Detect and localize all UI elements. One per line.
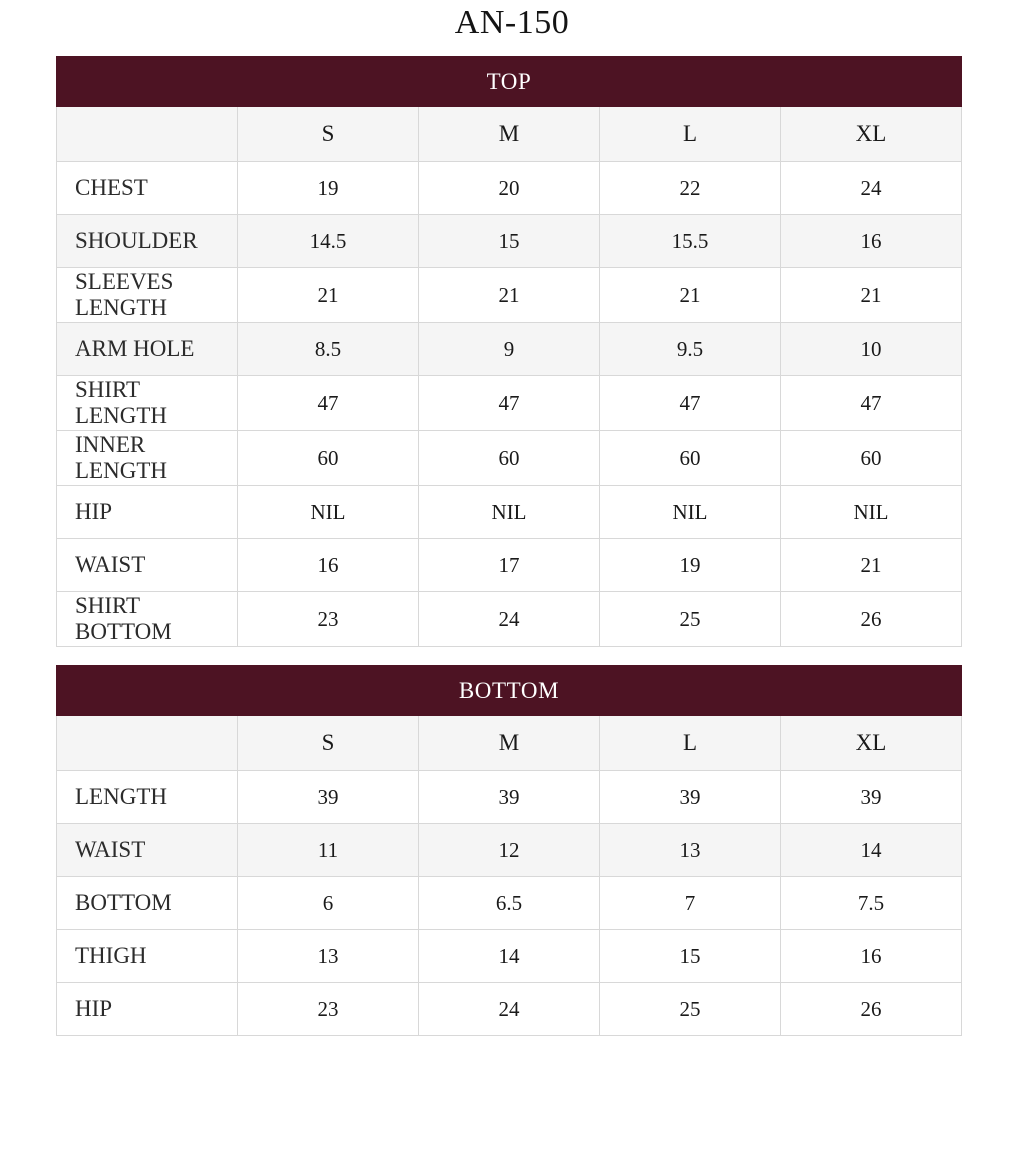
table-row xyxy=(57,539,962,592)
row-value-m: 17 xyxy=(419,539,600,592)
table-header-row xyxy=(57,107,962,162)
table-row xyxy=(57,162,962,215)
row-value-xl: 60 xyxy=(781,431,962,486)
row-label: SHIRT BOTTOM xyxy=(57,592,238,647)
row-value-l: 13 xyxy=(600,824,781,877)
table-spacer xyxy=(56,647,968,665)
row-value-m: 60 xyxy=(419,431,600,486)
row-label: HIP xyxy=(57,486,238,539)
size-table-top xyxy=(56,56,962,647)
row-value-s: 14.5 xyxy=(238,215,419,268)
row-value-l: 47 xyxy=(600,376,781,431)
row-value-s: 23 xyxy=(238,983,419,1036)
row-label: CHEST xyxy=(57,162,238,215)
row-value-xl: 10 xyxy=(781,323,962,376)
row-value-s: 60 xyxy=(238,431,419,486)
row-value-xl: 16 xyxy=(781,930,962,983)
table-banner-row xyxy=(57,57,962,107)
table-row xyxy=(57,983,962,1036)
row-value-s: 21 xyxy=(238,268,419,323)
row-value-s: 19 xyxy=(238,162,419,215)
row-value-s: 39 xyxy=(238,771,419,824)
table-row xyxy=(57,824,962,877)
row-label: ARM HOLE xyxy=(57,323,238,376)
header-cell-l: L xyxy=(600,107,781,162)
row-label: SHOULDER xyxy=(57,215,238,268)
header-cell-blank xyxy=(57,107,238,162)
row-value-xl: 14 xyxy=(781,824,962,877)
table-banner-row xyxy=(57,666,962,716)
row-value-m: 14 xyxy=(419,930,600,983)
row-value-l: 60 xyxy=(600,431,781,486)
row-value-s: 8.5 xyxy=(238,323,419,376)
row-value-xl: 16 xyxy=(781,215,962,268)
row-value-xl: 47 xyxy=(781,376,962,431)
row-value-xl: 24 xyxy=(781,162,962,215)
row-value-m: 12 xyxy=(419,824,600,877)
row-value-xl: 7.5 xyxy=(781,877,962,930)
row-value-xl: 21 xyxy=(781,268,962,323)
header-cell-m: M xyxy=(419,107,600,162)
row-label: INNER LENGTH xyxy=(57,431,238,486)
size-chart-container xyxy=(56,56,968,1036)
row-value-m: 21 xyxy=(419,268,600,323)
row-value-l: 21 xyxy=(600,268,781,323)
table-banner-bottom: BOTTOM xyxy=(57,666,962,716)
row-value-l: 25 xyxy=(600,983,781,1036)
row-label: HIP xyxy=(57,983,238,1036)
table-row xyxy=(57,268,962,323)
table-row xyxy=(57,376,962,431)
row-value-s: 23 xyxy=(238,592,419,647)
row-value-m: 9 xyxy=(419,323,600,376)
row-label: WAIST xyxy=(57,539,238,592)
table-row xyxy=(57,592,962,647)
header-cell-s: S xyxy=(238,107,419,162)
table-row xyxy=(57,431,962,486)
row-label: LENGTH xyxy=(57,771,238,824)
row-value-m: 24 xyxy=(419,592,600,647)
row-value-m: 20 xyxy=(419,162,600,215)
page-title: AN-150 xyxy=(454,4,570,41)
row-value-xl: 21 xyxy=(781,539,962,592)
table-row xyxy=(57,215,962,268)
row-value-s: 13 xyxy=(238,930,419,983)
row-value-l: 9.5 xyxy=(600,323,781,376)
row-value-l: 22 xyxy=(600,162,781,215)
row-value-s: 47 xyxy=(238,376,419,431)
row-value-m: 47 xyxy=(419,376,600,431)
table-banner-top: TOP xyxy=(57,57,962,107)
header-cell-s: S xyxy=(238,716,419,771)
table-row xyxy=(57,486,962,539)
row-value-l: 39 xyxy=(600,771,781,824)
row-value-xl: NIL xyxy=(781,486,962,539)
row-value-l: 15.5 xyxy=(600,215,781,268)
row-value-s: 11 xyxy=(238,824,419,877)
row-label: WAIST xyxy=(57,824,238,877)
row-value-l: 19 xyxy=(600,539,781,592)
row-value-xl: 26 xyxy=(781,983,962,1036)
header-cell-l: L xyxy=(600,716,781,771)
row-value-l: NIL xyxy=(600,486,781,539)
header-cell-blank xyxy=(57,716,238,771)
row-value-xl: 39 xyxy=(781,771,962,824)
table-row xyxy=(57,771,962,824)
row-label: BOTTOM xyxy=(57,877,238,930)
row-value-l: 7 xyxy=(600,877,781,930)
row-value-l: 15 xyxy=(600,930,781,983)
header-cell-xl: XL xyxy=(781,107,962,162)
row-value-m: 6.5 xyxy=(419,877,600,930)
row-label: SLEEVES LENGTH xyxy=(57,268,238,323)
row-value-s: NIL xyxy=(238,486,419,539)
row-value-l: 25 xyxy=(600,592,781,647)
table-header-row xyxy=(57,716,962,771)
header-cell-m: M xyxy=(419,716,600,771)
header-cell-xl: XL xyxy=(781,716,962,771)
row-label: SHIRT LENGTH xyxy=(57,376,238,431)
row-value-s: 6 xyxy=(238,877,419,930)
table-row xyxy=(57,877,962,930)
table-row xyxy=(57,930,962,983)
size-table-bottom xyxy=(56,665,962,1036)
row-value-s: 16 xyxy=(238,539,419,592)
row-value-m: 39 xyxy=(419,771,600,824)
row-value-m: NIL xyxy=(419,486,600,539)
table-row xyxy=(57,323,962,376)
row-value-m: 15 xyxy=(419,215,600,268)
row-label: THIGH xyxy=(57,930,238,983)
row-value-xl: 26 xyxy=(781,592,962,647)
row-value-m: 24 xyxy=(419,983,600,1036)
